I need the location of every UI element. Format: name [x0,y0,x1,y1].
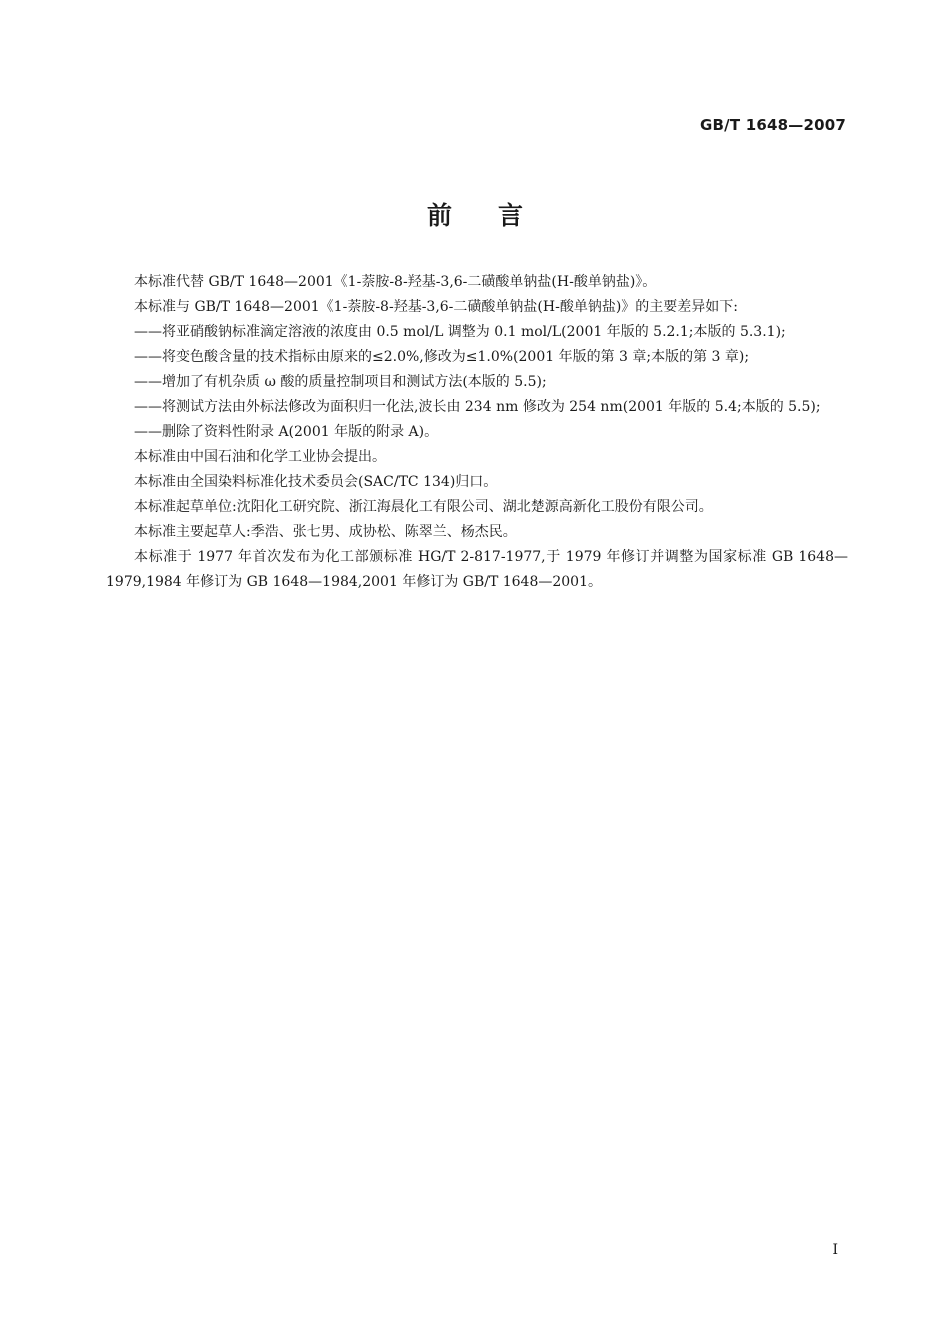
list-item-difference: ——将测试方法由外标法修改为面积归一化法,波长由 234 nm 修改为 254 nm(2001 年版的 5.4;本版的 5.5); [134,399,821,415]
page-number: I [832,1242,838,1258]
paragraph-drafters: 本标准主要起草人:季浩、张七男、成协松、陈翠兰、杨杰民。 [134,524,517,540]
paragraph-replaces: 本标准代替 GB/T 1648—2001《1-萘胺-8-羟基-3,6-二磺酸单钠盐(H-酸单钠盐)》。 [134,274,657,290]
list-item-difference: ——删除了资料性附录 A(2001 年版的附录 A)。 [134,424,439,440]
list-item-difference: ——将亚硝酸钠标准滴定溶液的浓度由 0.5 mol/L 调整为 0.1 mol/L(2001 年版的 5.2.1;本版的 5.3.1); [134,324,786,340]
page-title: 前言 [426,201,569,230]
paragraph-history: 本标准于 1977 年首次发布为化工部颁标准 HG/T 2-817-1977,于 1979 年修订并调整为国家标准 GB 1648—1979,1984 年修订为 GB 1648—1984,2001 年修订为 GB/T 1648—2001。 [106,549,848,590]
list-item-difference: ——将变色酸含量的技术指标由原来的≤2.0%,修改为≤1.0%(2001 年版的第 3 章;本版的第 3 章); [134,349,750,365]
paragraph-drafting-units: 本标准起草单位:沈阳化工研究院、浙江海晨化工有限公司、湖北楚源高新化工股份有限公司。 [134,499,713,515]
paragraph-managed-by: 本标准由全国染料标准化技术委员会(SAC/TC 134)归口。 [134,474,498,490]
standard-code: GB/T 1648—2007 [700,116,846,134]
list-item-difference: ——增加了有机杂质 ω 酸的质量控制项目和测试方法(本版的 5.5); [134,374,547,390]
paragraph-proposed-by: 本标准由中国石油和化学工业协会提出。 [134,449,386,465]
paragraph-differences-intro: 本标准与 GB/T 1648—2001《1-萘胺-8-羟基-3,6-二磺酸单钠盐(H-酸单钠盐)》的主要差异如下: [134,299,738,315]
foreword-body [106,270,848,595]
